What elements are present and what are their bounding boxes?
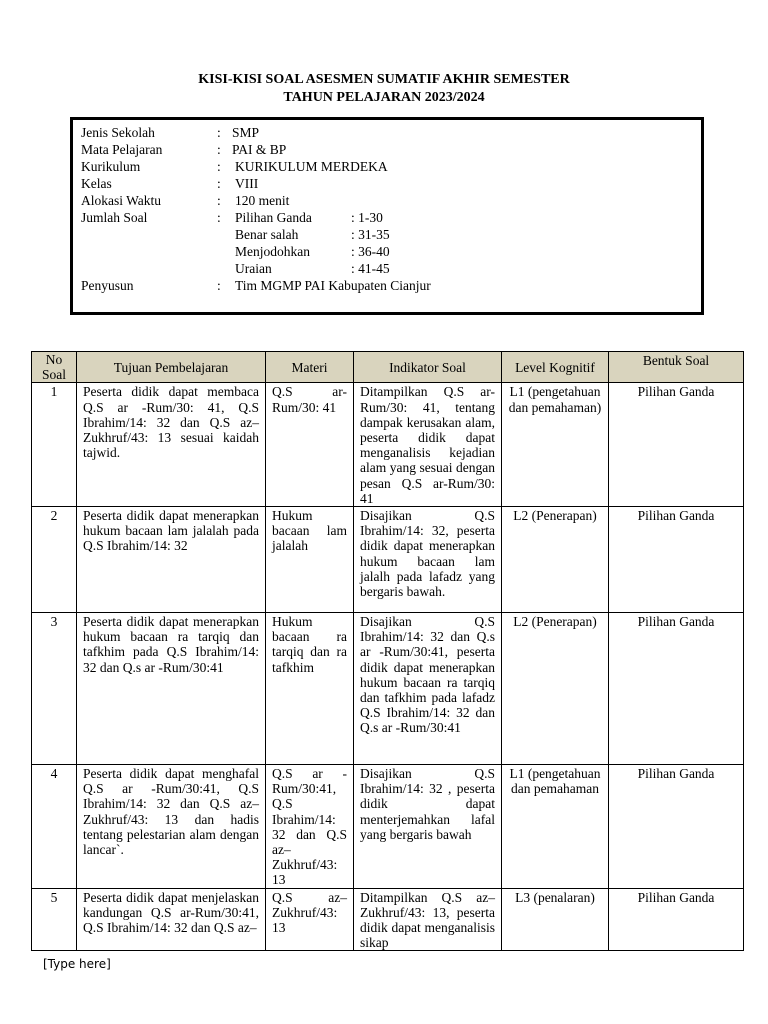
- table-row: [32, 765, 744, 889]
- info-value: Tim MGMP PAI Kabupaten Cianjur: [235, 278, 431, 293]
- info-label: Alokasi Waktu: [81, 193, 162, 208]
- info-label: Kurikulum: [81, 159, 141, 174]
- header-materi: Materi: [266, 352, 354, 383]
- cell-bentuk: Pilihan Ganda: [609, 888, 744, 951]
- info-label: Jumlah Soal: [81, 210, 148, 225]
- cell-level: L1 (pengetahuan dan pemahaman): [502, 383, 609, 507]
- info-box: [70, 117, 704, 315]
- cell-level: L2 (Penerapan): [502, 507, 609, 613]
- info-colon: :: [217, 210, 221, 225]
- cell-materi: Hukum bacaan ra tarqiq dan ra tafkhim: [266, 613, 354, 765]
- info-label: Kelas: [81, 176, 112, 191]
- cell-no: 2: [32, 507, 77, 613]
- kisi-kisi-table: [31, 351, 744, 951]
- jumlah-soal-range: : 1-30: [351, 210, 383, 225]
- jumlah-soal-type: Uraian: [235, 261, 272, 276]
- jumlah-soal-type: Pilihan Ganda: [235, 210, 312, 225]
- footer-placeholder-text[interactable]: [Type here]: [43, 957, 111, 971]
- cell-indikator: Ditampilkan Q.S ar-Rum/30: 41, tentang dampak kerusakan alam, peserta didik dapat menganalisis kejadian alam yang sesuai dengan pesan Q.S ar-Rum/30: 41: [354, 383, 502, 507]
- table-header-row: [32, 352, 744, 383]
- cell-tujuan: Peserta didik dapat menghafal Q.S ar -Rum/30:41, Q.S Ibrahim/14: 32 dan Q.S az–Zukhruf/43: 13 dan hadis tentang pelestarian alam dengan lancar`.: [77, 765, 266, 889]
- jumlah-soal-range: : 36-40: [351, 244, 390, 259]
- info-colon: :: [217, 125, 221, 140]
- cell-tujuan: Peserta didik dapat menerapkan hukum bacaan ra tarqiq dan tafkhim pada Q.S Ibrahim/14: 32 dan Q.s ar -Rum/30:41: [77, 613, 266, 765]
- info-value: KURIKULUM MERDEKA: [235, 159, 388, 174]
- header-bentuk: Bentuk Soal: [609, 352, 744, 383]
- cell-indikator: Disajikan Q.S Ibrahim/14: 32 dan Q.s ar -Rum/30:41, peserta didik dapat menerapkan hukum bacaan ra tarqiq dan tafkhim pada lafadz Q.S Ibrahim/14: 32 dan Q.s ar -Rum/30:41: [354, 613, 502, 765]
- cell-level: L2 (Penerapan): [502, 613, 609, 765]
- cell-materi: Hukum bacaan lam jalalah: [266, 507, 354, 613]
- info-value: VIII: [235, 176, 259, 191]
- header-no-soal: No Soal: [32, 352, 77, 383]
- jumlah-soal-type: Benar salah: [235, 227, 299, 242]
- cell-bentuk: Pilihan Ganda: [609, 507, 744, 613]
- info-colon: :: [217, 176, 221, 191]
- cell-indikator: Disajikan Q.S Ibrahim/14: 32 , peserta didik dapat menterjemahkan lafal yang bergaris bawah: [354, 765, 502, 889]
- document-title: KISI-KISI SOAL ASESMEN SUMATIF AKHIR SEMESTER: [198, 72, 570, 87]
- cell-materi: Q.S ar-Rum/30: 41: [266, 383, 354, 507]
- table-row: [32, 888, 744, 951]
- cell-bentuk: Pilihan Ganda: [609, 383, 744, 507]
- cell-level: L1 (pengetahuan dan pemahaman: [502, 765, 609, 889]
- cell-tujuan: Peserta didik dapat menjelaskan kandungan Q.S ar-Rum/30:41, Q.S Ibrahim/14: 32 dan Q.S az–: [77, 888, 266, 951]
- info-label: Penyusun: [81, 278, 134, 293]
- info-label: Mata Pelajaran: [81, 142, 163, 157]
- header-indikator: Indikator Soal: [354, 352, 502, 383]
- info-colon: :: [217, 159, 221, 174]
- cell-indikator: Disajikan Q.S Ibrahim/14: 32, peserta didik dapat menerapkan hukum bacaan lam jalalh pada lafadz yang bergaris bawah.: [354, 507, 502, 613]
- info-label: Jenis Sekolah: [81, 125, 155, 140]
- info-colon: :: [217, 278, 221, 293]
- cell-no: 3: [32, 613, 77, 765]
- table-row: [32, 507, 744, 613]
- header-level: Level Kognitif: [502, 352, 609, 383]
- cell-no: 5: [32, 888, 77, 951]
- cell-materi: Q.S ar -Rum/30:41, Q.S Ibrahim/14: 32 dan Q.S az–Zukhruf/43: 13: [266, 765, 354, 889]
- table-row: [32, 383, 744, 507]
- cell-bentuk: Pilihan Ganda: [609, 765, 744, 889]
- info-colon: :: [217, 142, 221, 157]
- cell-level: L3 (penalaran): [502, 888, 609, 951]
- info-colon: :: [217, 193, 221, 208]
- jumlah-soal-range: : 41-45: [351, 261, 390, 276]
- header-tujuan: Tujuan Pembelajaran: [77, 352, 266, 383]
- info-value: PAI & BP: [232, 142, 287, 157]
- jumlah-soal-type: Menjodohkan: [235, 244, 310, 259]
- info-value: SMP: [232, 125, 260, 140]
- cell-materi: Q.S az–Zukhruf/43: 13: [266, 888, 354, 951]
- cell-no: 1: [32, 383, 77, 507]
- cell-bentuk: Pilihan Ganda: [609, 613, 744, 765]
- cell-no: 4: [32, 765, 77, 889]
- cell-tujuan: Peserta didik dapat menerapkan hukum bacaan lam jalalah pada Q.S Ibrahim/14: 32: [77, 507, 266, 613]
- document-subtitle: TAHUN PELAJARAN 2023/2024: [283, 90, 485, 105]
- table-row: [32, 613, 744, 765]
- cell-indikator: Ditampilkan Q.S az–Zukhruf/43: 13, peserta didik dapat menganalisis sikap: [354, 888, 502, 951]
- cell-tujuan: Peserta didik dapat membaca Q.S ar -Rum/30: 41, Q.S Ibrahim/14: 32 dan Q.S az–Zukhruf/43: 13 sesuai kaidah tajwid.: [77, 383, 266, 507]
- info-value: 120 menit: [235, 193, 290, 208]
- jumlah-soal-range: : 31-35: [351, 227, 390, 242]
